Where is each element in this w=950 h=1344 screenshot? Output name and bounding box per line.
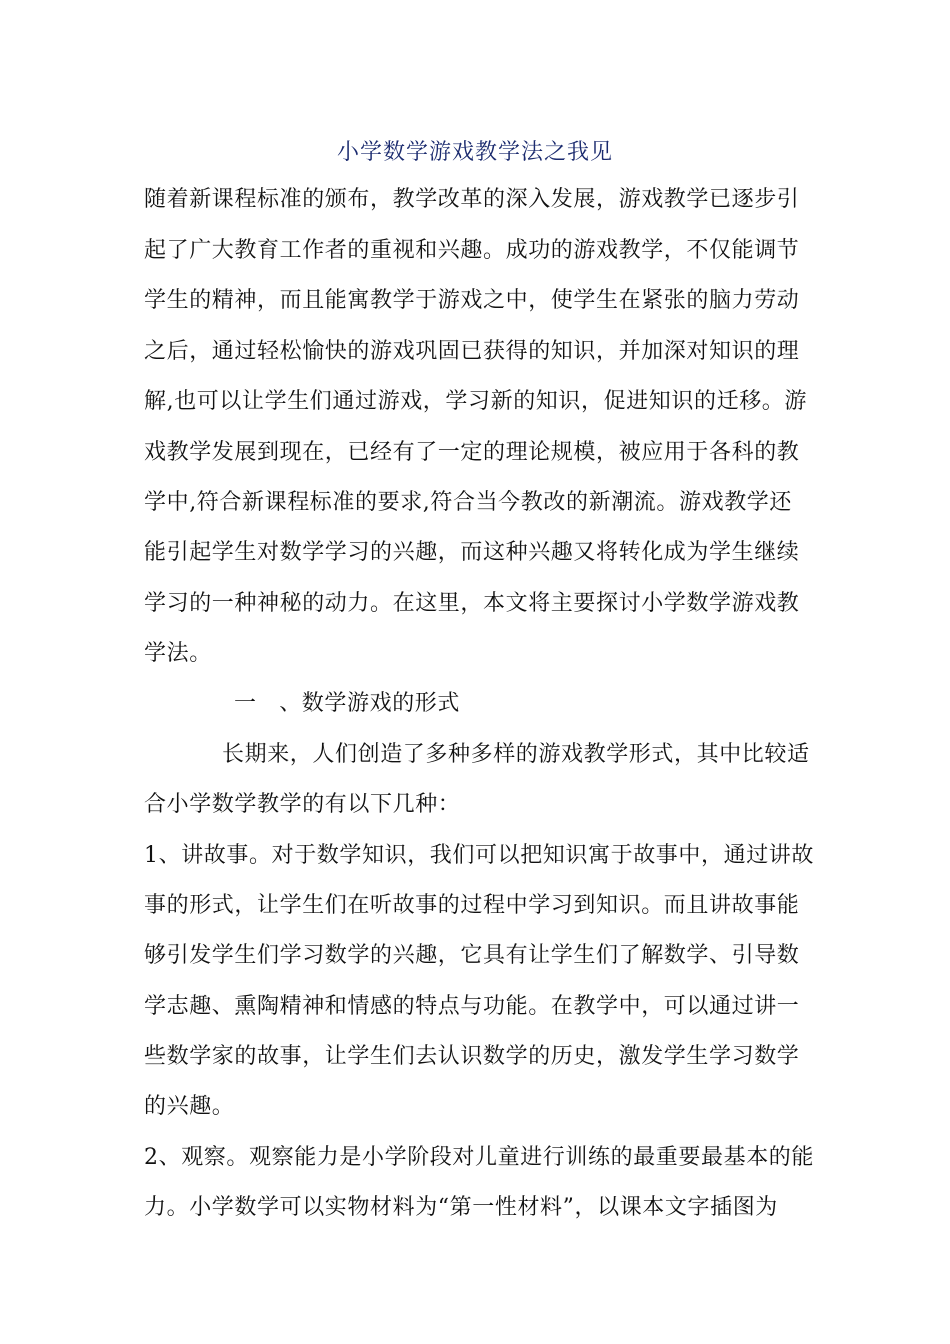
body-line: 学生的精神，而且能寓教学于游戏之中，使学生在紧张的脑力劳动 <box>144 288 800 313</box>
list-item-line: 的兴趣。 <box>144 1094 235 1119</box>
body-line: 合小学数学教学的有以下几种： <box>144 792 461 817</box>
body-line: 长期来，人们创造了多种多样的游戏教学形式，其中比较适 <box>222 742 810 767</box>
body-line: 随着新课程标准的颁布，教学改革的深入发展，游戏教学已逐步引 <box>144 187 800 212</box>
body-line: 学法。 <box>144 641 212 666</box>
document-title: 小学数学游戏教学法之我见 <box>336 140 613 165</box>
body-line: 戏教学发展到现在，已经有了一定的理论规模，被应用于各科的教 <box>144 440 800 465</box>
list-item-line: 1、讲故事。对于数学知识，我们可以把知识寓于故事中，通过讲故 <box>144 843 814 868</box>
body-line: 能引起学生对数学学习的兴趣，而这种兴趣又将转化成为学生继续 <box>144 540 800 565</box>
body-line: 解,也可以让学生们通过游戏，学习新的知识，促进知识的迁移。游 <box>144 389 807 414</box>
list-item-line: 学志趣、熏陶精神和情感的特点与功能。在教学中，可以通过讲一 <box>144 994 800 1019</box>
list-item-line: 些数学家的故事，让学生们去认识数学的历史，激发学生学习数学 <box>144 1044 800 1069</box>
section-heading: 一 、数学游戏的形式 <box>234 691 461 716</box>
body-line: 学习的一种神秘的动力。在这里，本文将主要探讨小学数学游戏教 <box>144 591 800 616</box>
body-line: 起了广大教育工作者的重视和兴趣。成功的游戏教学，不仅能调节 <box>144 238 800 263</box>
list-item-line: 够引发学生们学习数学的兴趣，它具有让学生们了解数学、引导数 <box>144 943 800 968</box>
body-line: 之后，通过轻松愉快的游戏巩固已获得的知识，并加深对知识的理 <box>144 339 800 364</box>
body-line: 学中,符合新课程标准的要求,符合当今教改的新潮流。游戏教学还 <box>144 490 792 515</box>
list-item-line: 事的形式，让学生们在听故事的过程中学习到知识。而且讲故事能 <box>144 893 800 918</box>
list-item-line: 力。小学数学可以实物材料为“第一性材料”，以课本文字插图为 <box>144 1195 778 1220</box>
list-item-line: 2、观察。观察能力是小学阶段对儿童进行训练的最重要最基本的能 <box>144 1145 814 1170</box>
